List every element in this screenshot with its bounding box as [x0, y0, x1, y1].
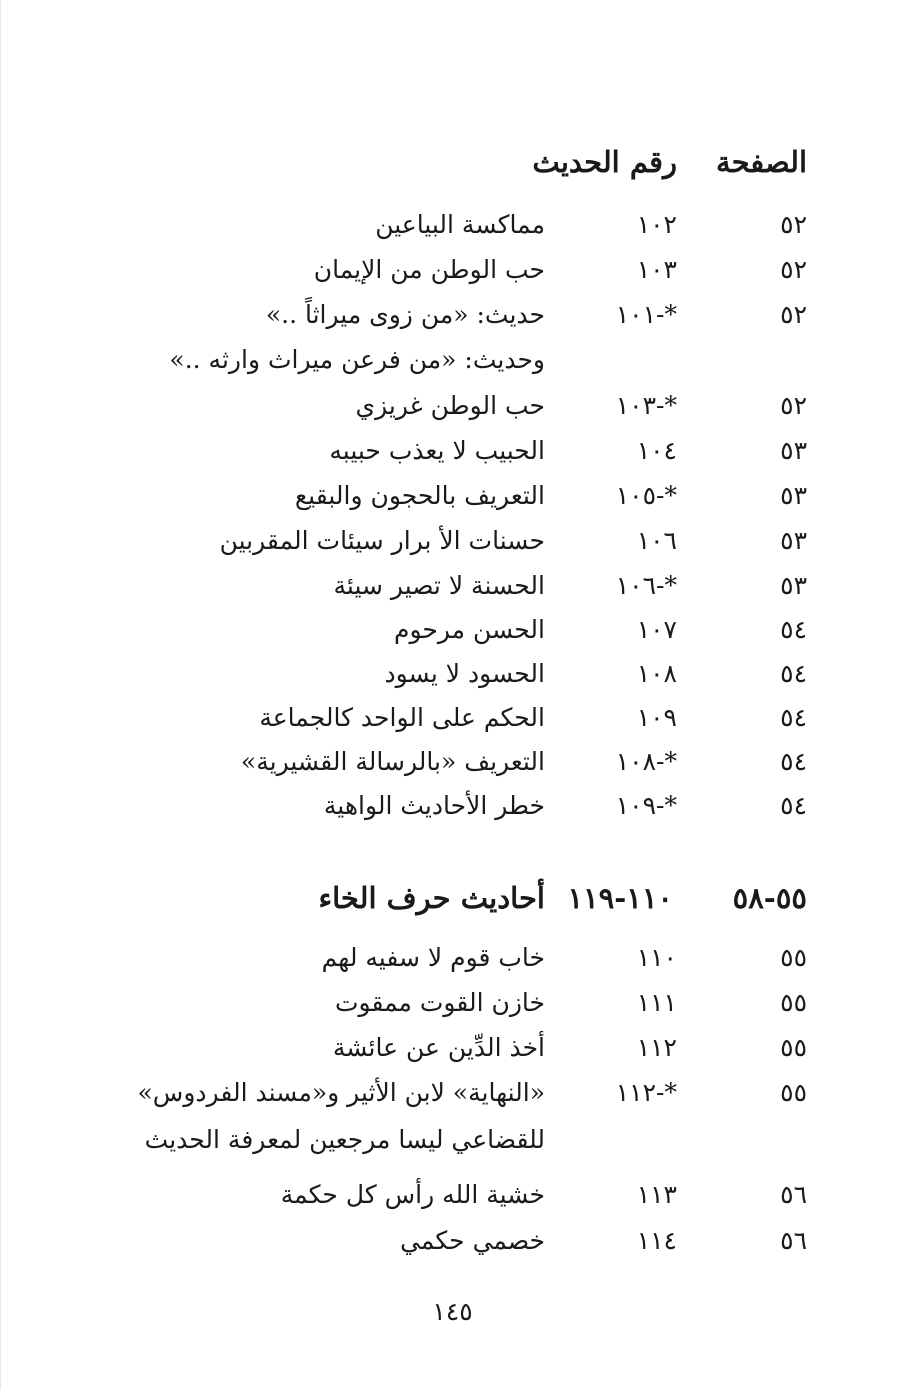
row-page-number: ٥٤ [780, 791, 807, 820]
row-hadith-number: ١١٢ [636, 1033, 677, 1062]
section-page-range: ٥٥-٥٨ [732, 881, 807, 915]
row-page-number: ٥٦ [780, 1226, 807, 1255]
row-hadith-number: ١٠٨ [636, 659, 677, 688]
row-page-number: ٥٤ [780, 747, 807, 776]
index-row [0, 521, 905, 561]
index-header [0, 142, 905, 182]
index-row [0, 983, 905, 1023]
row-hadith-number: ١٠٦ [636, 526, 677, 555]
index-row [0, 1175, 905, 1215]
index-row [0, 786, 905, 826]
row-hadith-number: *-١١٢ [615, 1078, 677, 1107]
row-hadith-number: *-١٠٩ [615, 791, 677, 820]
index-row [0, 742, 905, 782]
index-row [0, 698, 905, 738]
row-title: الحسود لا يسود [384, 659, 545, 688]
row-title: الحسنة لا تصير سيئة [333, 571, 545, 600]
row-page-number: ٥٢ [780, 255, 807, 284]
hadith-number-column-heading: رقم الحديث [532, 145, 677, 179]
row-page-number: ٥٣ [780, 481, 807, 510]
row-title: خشية الله رأس كل حكمة [280, 1180, 545, 1209]
page-number: ١٤٥ [432, 1297, 473, 1326]
index-row [0, 566, 905, 606]
row-title: الحكم على الواحد كالجماعة [259, 703, 545, 732]
row-page-number: ٥٢ [780, 391, 807, 420]
section-hadith-range: ١١٠-١١٩ [567, 881, 673, 915]
index-row [0, 610, 905, 650]
row-page-number: ٥٥ [780, 1033, 807, 1062]
row-page-number: ٥٢ [780, 300, 807, 329]
row-hadith-number: ١٠٣ [636, 255, 677, 284]
row-title: خازن القوت ممقوت [335, 988, 545, 1017]
row-title: أخذ الدِّين عن عائشة [332, 1033, 545, 1062]
row-hadith-number: *-١٠١ [615, 300, 677, 329]
row-title: «النهاية» لابن الأثير و«مسند الفردوس» [137, 1078, 545, 1107]
row-title: خاب قوم لا سفيه لهم [321, 943, 545, 972]
index-row [0, 938, 905, 978]
row-title: التعريف بالحجون والبقيع [294, 481, 545, 510]
row-hadith-number: ١١٤ [636, 1226, 677, 1255]
row-page-number: ٥٢ [780, 210, 807, 239]
row-title: مماكسة البياعين [375, 210, 545, 239]
row-hadith-number: *-١٠٦ [615, 571, 677, 600]
section-title: أحاديث حرف الخاء [318, 881, 545, 915]
row-hadith-number: ١٠٧ [636, 615, 677, 644]
row-hadith-number: ١٠٤ [636, 436, 677, 465]
row-page-number: ٥٣ [780, 436, 807, 465]
row-page-number: ٥٤ [780, 659, 807, 688]
row-title: حسنات الأ برار سيئات المقربين [219, 526, 545, 555]
row-title: خطر الأحاديث الواهية [323, 791, 545, 820]
index-row [0, 386, 905, 426]
row-title: حب الوطن من الإيمان [313, 255, 545, 284]
row-page-number: ٥٣ [780, 571, 807, 600]
index-row [0, 295, 905, 335]
row-hadith-number: *-١٠٨ [615, 747, 677, 776]
row-title: الحسن مرحوم [393, 615, 545, 644]
row-page-number: ٥٥ [780, 943, 807, 972]
row-page-number: ٥٤ [780, 703, 807, 732]
row-title: التعريف «بالرسالة القشيرية» [240, 747, 545, 776]
row-title: وحديث: «من فرعن ميراث وارثه ..» [169, 345, 545, 374]
row-page-number: ٥٦ [780, 1180, 807, 1209]
row-hadith-number: ١١١ [636, 988, 677, 1017]
index-row [0, 1221, 905, 1261]
row-title: حب الوطن غريزي [355, 391, 545, 420]
index-row [0, 205, 905, 245]
index-row [0, 431, 905, 471]
row-hadith-number: ١١٠ [636, 943, 677, 972]
row-page-number: ٥٥ [780, 1078, 807, 1107]
index-row [0, 1073, 905, 1113]
index-row [0, 476, 905, 516]
row-page-number: ٥٤ [780, 615, 807, 644]
row-title: حديث: «من زوى ميراثاً ..» [265, 300, 545, 329]
row-hadith-number: ١٠٢ [636, 210, 677, 239]
row-title: للقضاعي ليسا مرجعين لمعرفة الحديث [144, 1125, 545, 1154]
row-hadith-number: *-١٠٥ [615, 481, 677, 510]
page-column-heading: الصفحة [716, 145, 807, 179]
index-row [0, 654, 905, 694]
section-heading [0, 878, 905, 918]
row-title: خصمي حكمي [400, 1226, 545, 1255]
index-row [0, 1028, 905, 1068]
row-hadith-number: ١١٣ [636, 1180, 677, 1209]
index-row-continuation [0, 1120, 905, 1160]
row-title: الحبيب لا يعذب حبيبه [329, 436, 545, 465]
row-page-number: ٥٣ [780, 526, 807, 555]
index-row [0, 250, 905, 290]
row-hadith-number: *-١٠٣ [615, 391, 677, 420]
row-page-number: ٥٥ [780, 988, 807, 1017]
row-hadith-number: ١٠٩ [636, 703, 677, 732]
index-row-continuation [0, 340, 905, 380]
